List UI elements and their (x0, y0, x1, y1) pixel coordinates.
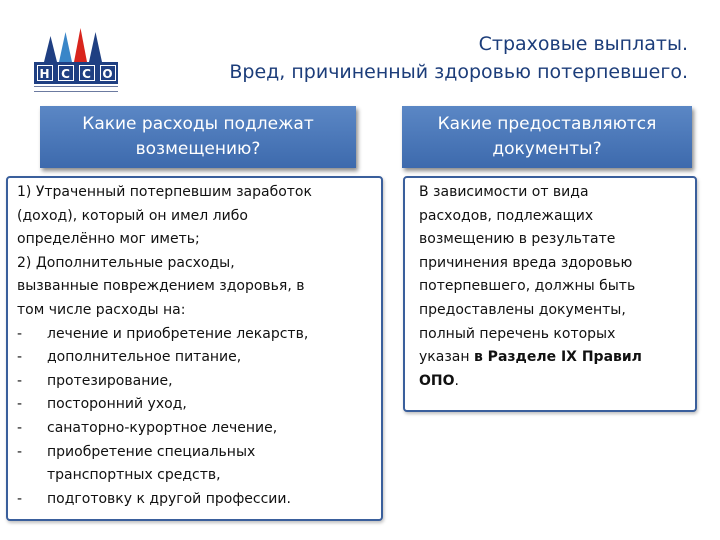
list-dash: - (17, 490, 23, 507)
list-item (17, 370, 373, 394)
expenses-content (6, 176, 383, 521)
logo-tower-2 (59, 32, 72, 62)
list-item (17, 346, 373, 370)
text-line: определённо мог иметь; (17, 231, 200, 248)
text-line: вызванные повреждением здоровья, в (17, 278, 305, 295)
text-line: потерпевшего, должны быть (419, 278, 636, 295)
rules-abbreviation: ОПО (419, 372, 455, 389)
list-dash: - (17, 396, 23, 413)
text-line: В зависимости от вида (419, 184, 589, 200)
list-dash: - (17, 349, 23, 366)
list-item (17, 417, 373, 441)
text-line: 2) Дополнительные расходы, (17, 254, 235, 271)
text-plain: . (454, 372, 459, 389)
text-line: причинения вреда здоровью (419, 254, 633, 271)
text-line: том числе расходы на: (17, 301, 186, 318)
logo-banner (34, 62, 118, 84)
logo-tower-4 (89, 32, 102, 62)
list-item-continuation: транспортных средств, (47, 467, 221, 484)
text-line: предоставлены документы, (419, 301, 626, 318)
list-dash: - (17, 443, 23, 460)
documents-header-line-1: Какие предоставляются (437, 114, 657, 134)
list-item-text: протезирование, (47, 372, 173, 389)
logo-letter: Н (37, 65, 53, 81)
list-item-text: приобретение специальных (47, 443, 256, 460)
expenses-header (40, 106, 356, 168)
text-plain: указан (419, 349, 474, 366)
text-line: 1) Утраченный потерпевшим заработок (17, 184, 312, 200)
expenses-header-line-2: возмещению? (135, 139, 261, 159)
logo-caption-rule (34, 86, 118, 92)
list-item (17, 441, 373, 465)
documents-header (402, 106, 692, 168)
page-title (229, 30, 688, 86)
documents-header-line-2: документы? (492, 139, 602, 159)
list-dash: - (17, 325, 23, 342)
list-item-text: подготовку к другой профессии. (47, 490, 291, 507)
text-line (419, 370, 687, 394)
title-line-2: Вред, причиненный здоровью потерпевшего. (229, 61, 688, 83)
list-dash: - (17, 372, 23, 389)
text-line: (доход), который он имел либо (17, 207, 248, 224)
text-line: полный перечень которых (419, 325, 616, 342)
logo-tower-1 (44, 36, 57, 62)
list-item-text: дополнительное питание, (47, 349, 242, 366)
list-item-text: лечение и приобретение лекарств, (47, 325, 309, 342)
list-item (17, 488, 373, 512)
documents-content (403, 176, 697, 412)
expenses-header-line-1: Какие расходы подлежат (82, 114, 314, 134)
text-line: возмещению в результате (419, 231, 616, 248)
logo-letter: О (100, 65, 116, 81)
logo-letter: С (58, 65, 74, 81)
list-item (17, 323, 373, 347)
list-item-text: посторонний уход, (47, 396, 187, 413)
logo-tower-3 (74, 28, 87, 62)
text-line (419, 346, 687, 370)
logo-letter: С (79, 65, 95, 81)
text-line: расходов, подлежащих (419, 207, 594, 224)
title-line-1: Страховые выплаты. (478, 33, 688, 55)
rules-reference: в Разделе IX Правил (473, 349, 642, 366)
list-item-text: санаторно-курортное лечение, (47, 419, 278, 436)
list-dash: - (17, 419, 23, 436)
logo (34, 20, 118, 92)
list-item (17, 393, 373, 417)
